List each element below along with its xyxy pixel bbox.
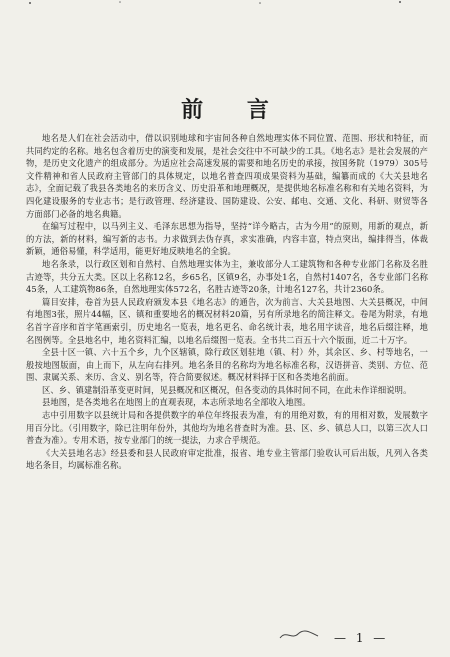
- paragraph: 《大关县地名志》经县委和县人民政府审定批准，报省、地专业主管部门验收认可后出版，凡列入各类地名条目，均属标准名称。: [26, 447, 428, 471]
- paragraph: 在编写过程中，以马列主义、毛泽东思想为指导，坚持“详今略古，古为今用”的原则，用新的观点，新的方法，新的材料，编写新的志书。力求做到去伪存真，求实准确，内容丰富，特点突出，编排得当，体裁新颖，通俗易懂，科学适用，能更好地反映地名的全貌。: [26, 221, 428, 257]
- paragraph: 县地图，是各类地名在地图上的直观表现，本志所录地名全部收入地图。: [42, 397, 311, 408]
- paragraph: 篇目安排，卷首为县人民政府颁发本县《地名志》的通告，次为前言、大关县地图、大关县概况，中间有地图3张，照片44幅，区、镇和重要地名的概况材料20篇，另有所录地名的简注释文。卷尾为附录，有地名首字音序和首字笔画索引，历史地名一览表，地名更名、命名统计表，地名用字读音，地名后缀注释，地名图例等。全县地名中，地名资料汇编，以地名后缀图一览表。全书共二百五十六个版面，近二十万字。: [26, 296, 428, 345]
- paragraph: 地名条录，以行政区划和自然村、自然地理实体为主，兼收部分人工建筑物和各种专业部门名称及名胜古迹等，共分五大类。区以上名称12名，乡65名，区镇9名，办事处1名，自然村1407名，各专业部门名称45条，人工建筑物86条，自然地理实体572名，名胜古迹等20条，计地名127名，共计2360条。: [26, 258, 428, 295]
- paragraph: 全县十区一镇、六十五个乡，九个区辖镇，除行政区划驻地（镇、村）外，其余区、乡、村等地名，一般按地图版面，由上而下，从左向右排列。地名条目的名称均为地名标准名称，汉语拼音、类别、方位、范围、隶属关系、来历、含义、别名等，符合简要叙述。概况材料择于区和各类地名前面。: [26, 347, 428, 383]
- scan-edge-marks: [0, 0, 450, 8]
- page-title: 前 言: [181, 97, 287, 123]
- paragraph: 地名是人们在社会活动中，借以识别地球和宇宙间各种自然地理实体不同位置、范围、形状和特征，而共同约定的名称。地名包含着历史的演变和发展，是社会交往中不可缺少的工具。《地名志》是社会发展的产物，是历史文化遗产的组成部分。为适应社会高速发展的需要和地名历史的承接，按国务院（1979）305号文件精神和省人民政府主管部门的具体规定，以地名普查四项成果资料为基础，编纂而成的《大关县地名志》，全面记载了我县各类地名的来历含义、历史沿革和地理概况，是提供地名标准名称和有关地名资料，为四化建设服务的专业志书；是行政管理、经济建设、国防建设、公安、邮电、交通、文化、科研、财贸等各方面部门必备的地名典籍。: [26, 133, 428, 219]
- paragraph: 区、乡、镇建制沿革变更时间，见县概况和区概况，但各变动的具体时间不同，在此未作详细说明。: [42, 384, 412, 395]
- body-text: [26, 132, 428, 472]
- paragraph: 志中引用数字以县统计局和各提供数字的单位年终报表为准，有的用绝对数，有的用相对数，发展数字用百分比。（引用数字，除已注明年份外，其他均为地名普查时为准。县、区、乡、镇总人口，以第三次人口普查为准）。专用术语，按专业部门的统一提法，力求合乎规范。: [26, 410, 428, 446]
- page-number: — 1 —: [334, 631, 389, 645]
- handwritten-mark: [278, 626, 320, 642]
